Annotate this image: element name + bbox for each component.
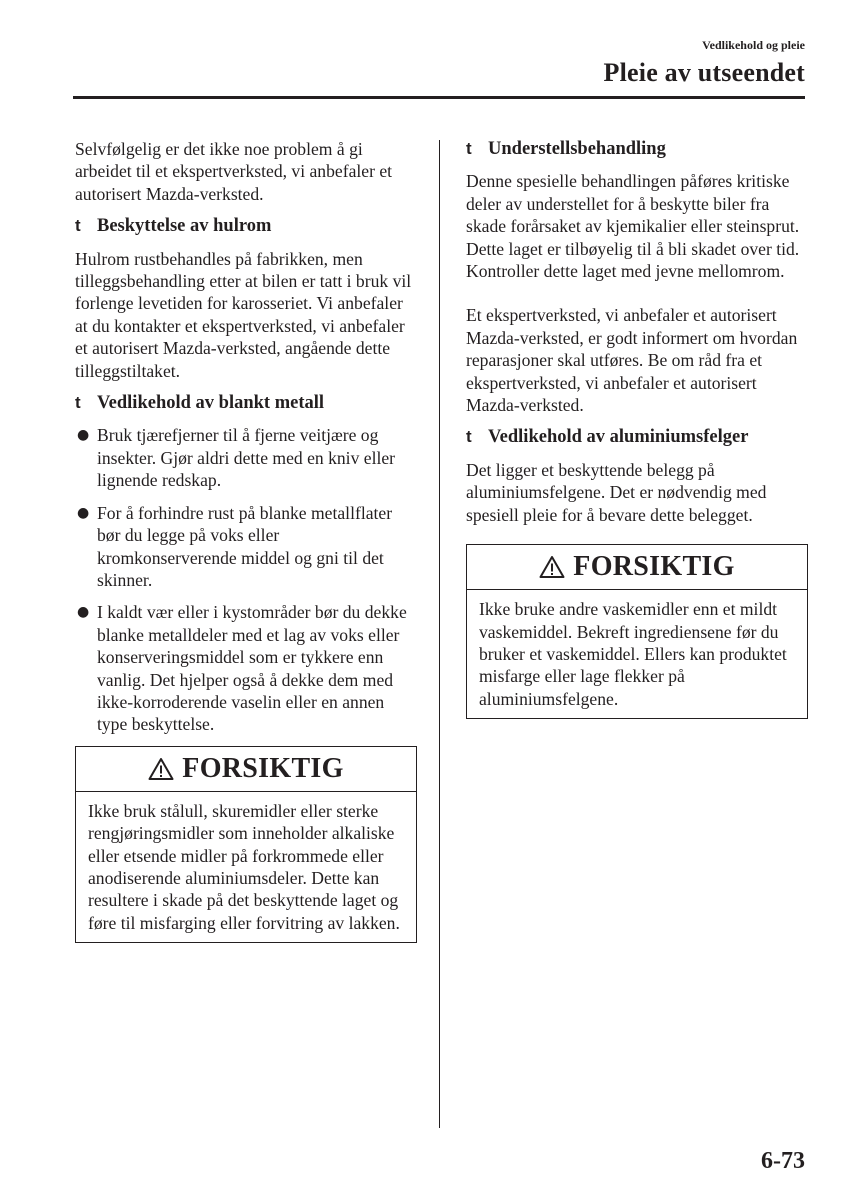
underbody-heading-text: Understellsbehandling	[488, 139, 666, 159]
workshop-paragraph: Et ekspertverksted, vi anbefaler et autorisert Mazda-verksted, er godt informert om hvordan reparasjoner skal utføres. Be om råd fra et ekspertverksted, vi anbefaler et autorisert Mazda-verksted.	[466, 305, 798, 416]
list-item-text: Bruk tjærefjerner til å fjerne veitjære og insekter. Gjør aldri dette med en kniv eller lignende redskap.	[97, 425, 396, 491]
caution-header	[467, 545, 807, 590]
bullet-icon: ●	[77, 504, 90, 521]
bright-metal-list	[75, 424, 417, 735]
caution-box	[466, 544, 808, 719]
bright-metal-heading-text: Vedlikehold av blankt metall	[97, 393, 325, 414]
caution-text: Ikke bruk stålull, skuremidler eller sterke rengjøringsmidler som inneholder alkaliske eller etsende midler på forkrommede eller anodiserende aluminiumsdeler. Dette kan resultere i skade på det beskyttende laget og føre til misfarging eller forvitring av lakken.	[88, 800, 400, 933]
section-marker: t	[75, 393, 81, 413]
underbody-paragraph: Denne spesielle behandlingen påføres kritiske deler av understellet for å beskytte biler fra skade forårsaket av kjemikalier eller steinsprut. Dette laget er tilbøyelig til å bli skadet over tid. Kontroller dette laget med jevne mellomrom.	[466, 171, 800, 282]
alloy-wheels-paragraph: Det ligger et beskyttende belegg på aluminiumsfelgene. Det er nødvendig med spesiell pleie for å bevare dette belegget.	[466, 459, 767, 525]
header-section-label: Vedlikehold og pleie	[702, 38, 805, 52]
right-column	[466, 138, 808, 719]
list-item-text: I kaldt vær eller i kystområder bør du dekke blanke metalldeler med et lag av voks eller konserveringsmiddel som er tykkere enn vanlig. Det hjelper også å dekke dem med ikke-korroderende vaselin eller en annen type beskyttelse.	[97, 602, 407, 735]
caution-title: FORSIKTIG	[573, 550, 735, 582]
list-item-text: For å forhindre rust på blanke metallflater bør du legge på voks eller kromkonserverende middel og gni til det skinner.	[97, 502, 393, 590]
warning-triangle-icon	[539, 555, 565, 579]
intro-paragraph: Selvfølgelig er det ikke noe problem å gi arbeidet til et ekspertverksted, vi anbefaler et autorisert Mazda-verksted.	[75, 139, 393, 204]
caution-title: FORSIKTIG	[182, 752, 344, 784]
left-column	[75, 138, 417, 943]
cavity-heading-text: Beskyttelse av hulrom	[97, 216, 272, 237]
warning-triangle-icon	[148, 757, 174, 781]
caution-box	[75, 746, 417, 943]
cavity-paragraph: Hulrom rustbehandles på fabrikken, men tilleggsbehandling etter at bilen er tatt i bruk vil forlenge levetiden for karosseriet. Vi anbefaler at du kontakter et ekspertverksted, vi anbefaler et autorisert Mazda-verksted, angående dette tilleggstiltaket.	[75, 248, 412, 381]
bullet-icon: ●	[77, 604, 90, 621]
caution-header	[76, 747, 416, 792]
bright-metal-heading	[75, 392, 417, 414]
cavity-heading	[75, 215, 417, 237]
list-item	[75, 502, 417, 592]
column-divider	[439, 140, 440, 1128]
page-number: 6-73	[761, 1148, 805, 1174]
underbody-heading	[466, 138, 808, 160]
page-title: Pleie av utseendet	[603, 58, 805, 87]
caution-text: Ikke bruke andre vaskemidler enn et mildt vaskemiddel. Bekreft ingrediensene før du bruker et vaskemiddel. Ellers kan produktet misfarge eller lage flekker på aluminiumsfelgene.	[479, 599, 787, 709]
section-marker: t	[466, 427, 472, 447]
alloy-wheels-heading-text: Vedlikehold av aluminiumsfelger	[488, 427, 749, 448]
section-marker: t	[75, 216, 81, 236]
alloy-wheels-heading	[466, 426, 808, 448]
header-rule	[73, 96, 805, 99]
bullet-icon: ●	[77, 427, 90, 444]
list-item	[75, 424, 417, 491]
list-item	[75, 601, 417, 735]
section-marker: t	[466, 139, 472, 158]
